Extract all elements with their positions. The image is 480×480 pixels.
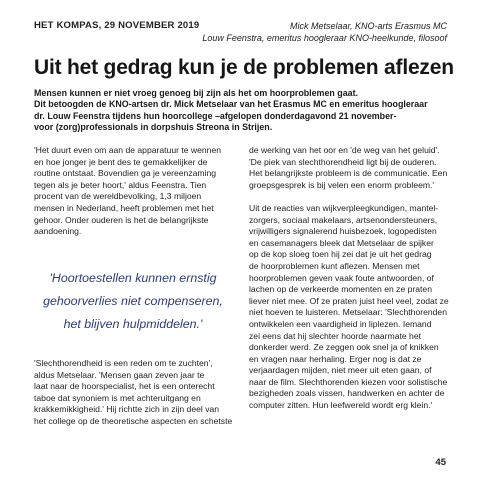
page-header [34,20,447,48]
body-line: vrijwilligers signalerend huisbezoek, logopedisten [249,226,437,237]
body-line: de hoorproblemen kunt aflezen. Mensen met [249,260,420,271]
page-number: 45 [435,457,446,468]
body-line: verjaardagen mijden, niet meer uit eten gaan, of [249,365,432,376]
body-line: zorgers, sociaal makelaars, artsenondersteuners, [249,214,438,225]
pull-quote-line: gehoorverlies niet compenseren, [43,294,223,308]
lead-line: Mensen kunnen er niet vroeg genoeg bij zijn als het om hoorproblemen gaat. [34,88,358,98]
body-line: en casemanagers bleek dat Metselaar de spijker [249,237,434,248]
right-column [249,145,449,412]
body-line: bezigheden zoals vissen, handwerken en achter de [249,388,445,399]
lead-line: Dit betoogden de KNO-artsen dr. Mick Metselaar van het Erasmus MC en emeritus hoogleraar [34,99,428,110]
paragraph-gap [249,191,449,203]
article-lead [34,88,452,134]
body-line: Het belangrijkste probleem is de communicatie. Een [249,168,448,179]
body-line: liever niet mee. Of ze praten juist heel veel, zodat ze [249,295,449,306]
lead-line: voor (zorg)professionals in dorpshuis Streona in Strijen. [34,122,273,133]
pull-quote-line: 'Hoortoestellen kunnen ernstig [49,271,217,285]
author-credit-line: Louw Feenstra, emeritus hoogleraar KNO-heelkunde, filosoof [202,33,447,43]
body-line: hoorproblemen geven vaak foute antwoorden, of [249,272,434,283]
body-line: op de kop sloeg toen hij zei dat je uit het gedrag [249,249,432,260]
body-line: Uit de reacties van wijkverpleegkundigen, mantel- [249,202,439,213]
author-credits [202,20,447,44]
article-title: Uit het gedrag kun je de problemen aflezen [34,56,454,79]
pull-quote-line: het blijven hulpmiddelen.' [63,317,203,331]
left-column-top [34,145,232,238]
body-line: het college op de theoretische aspecten en schetste [34,415,233,426]
body-line: en vragen naar herhaling. Erger nog is dat ze [249,353,422,364]
body-line: tegen als je beter hoort,' aldus Feenstra. Tien [34,179,207,190]
left-column-bottom [34,358,232,428]
pull-quote [34,267,232,336]
body-line: zei eens dat hij slechter hoorde naarmate het [249,330,421,341]
body-line: procent van de wereldbevolking, 1,3 miljoen [34,191,202,202]
body-line: mensen in Nederland, heeft problemen met het [34,202,214,213]
body-line: aldus Metselaar. 'Mensen gaan zeven jaar te [34,369,205,380]
body-line: aandoening. [34,226,82,237]
body-line: 'Slechthorendheid is een reden om te zuchten', [34,358,213,368]
body-line: 'De piek van slechthorendheid ligt bij de ouderen. [249,156,437,167]
body-line: routine ontstaat. Bovendien ga je vereenzaming [34,168,217,179]
body-line: computer zitten. Hun leefwereld wordt erg klein.' [249,400,433,411]
body-line: groepsgesprek is bij velen een enorm probleem.' [249,179,435,190]
body-line: niet hoeven te luisteren. Metselaar: 'Slechthorenden [249,307,447,318]
body-line: laat naar de hoorspecialist, het is een onterecht [34,381,215,392]
body-line: taboe dat synoniem is met achteruitgang en [34,392,201,403]
body-line: en hoe jonger je bent des te gemakkelijker de [34,156,208,167]
body-line: donkerder werd. Ze zeggen ook snel ja of knikken [249,342,439,353]
body-line: de werking van het oor en 'de weg van het geluid'. [249,145,440,155]
lead-line: dr. Louw Feenstra tijdens hun hoorcollege –afgelopen donderdagavond 21 november- [34,110,397,121]
body-line: naar de film. Slechthorenden kiezen voor solistische [249,376,448,387]
author-credit-line: Mick Metselaar, KNO-arts Erasmus MC [289,21,447,31]
publication-date: HET KOMPAS, 29 NOVEMBER 2019 [34,20,200,31]
body-line: krakkemikkigheid.' Hij richtte zich in zijn deel van [34,404,220,415]
body-line: lachen op de verkeerde momenten en ze praten [249,284,432,295]
body-line: ontwikkelen een vaardigheid in liplezen. Iemand [249,318,432,329]
body-line: 'Het duurt even om aan de apparatuur te wennen [34,145,222,155]
body-line: gehoor. Onder ouderen is het de belangrijkste [34,214,209,225]
